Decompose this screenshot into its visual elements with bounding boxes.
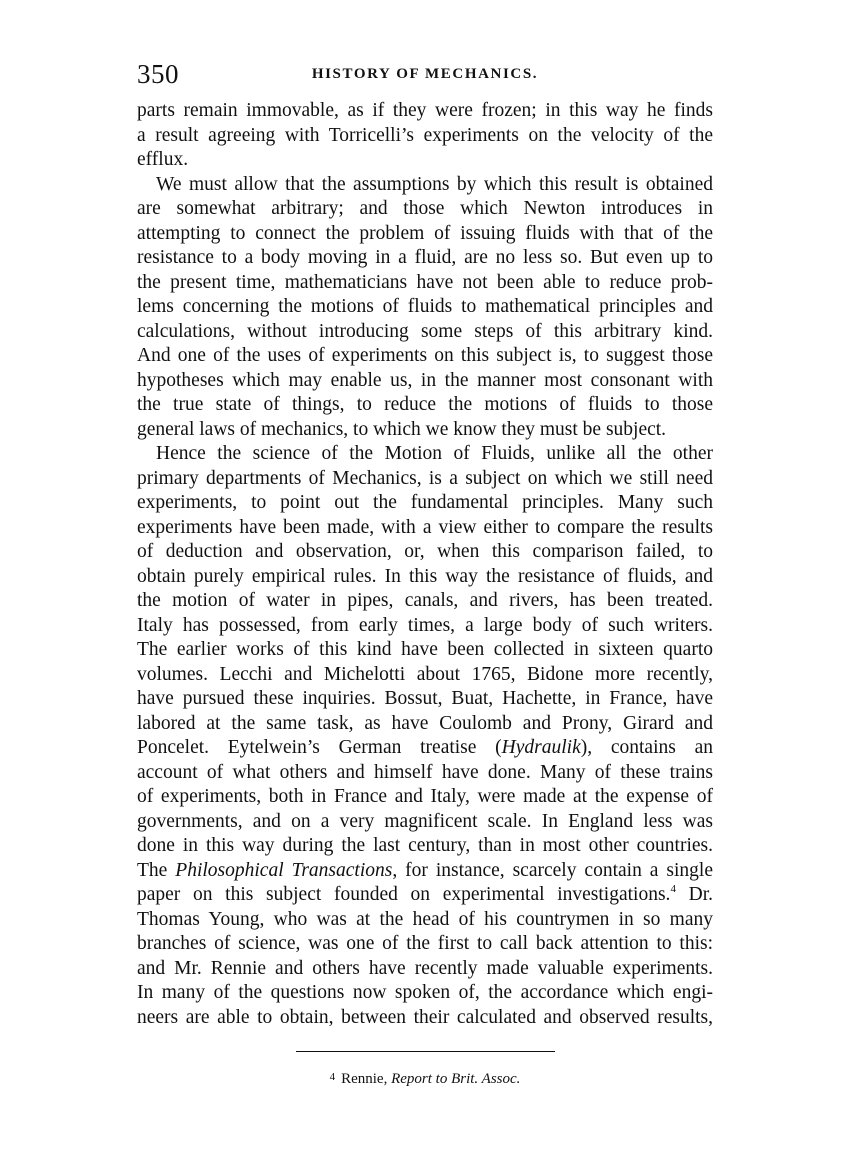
text-line: done in this way during the last century, than in most other countries. [137,835,713,856]
text-line: account of what others and himself have done. Many of these trains [137,761,713,783]
text-fragment: Dr. [675,884,714,905]
text-line [137,736,713,761]
text-line: obtain purely empirical rules. In this way the resistance of fluids, and [137,565,713,587]
italic-title-philosophical-transactions: Philosophical Transactions [175,859,393,881]
text-line: neers are able to obtain, between their calculated and observed results, [137,1006,713,1028]
text-line: a result agreeing with Torricelli’s experiments on the velocity of the [137,124,713,146]
text-line: of experiments, both in France and Italy, were made at the expense of [137,786,713,807]
footnote-italic-citation: Report to Brit. Assoc. [391,1071,521,1087]
footnote-mark: 4 [329,1071,336,1083]
text-line: general laws of mechanics, to which we know they must be subject. [137,418,667,440]
text-fragment: ), contains an [580,737,713,758]
text-line: of deduction and observation, or, when this comparison failed, to [137,541,713,562]
text-line [137,883,713,908]
text-line: resistance to a body moving in a fluid, are no less so. But even up to [137,247,713,268]
paragraph-1 [137,99,713,173]
footnote-text: Rennie, [341,1071,392,1087]
text-line: Hence the science of the Motion of Fluids, unlike all the other [156,443,713,464]
text-line: parts remain immovable, as if they were frozen; in this way he finds [137,100,713,121]
body-text [137,99,713,1030]
text-line: hypotheses which may enable us, in the manner most consonant with [137,369,713,391]
paragraph-3 [137,442,713,1030]
text-fragment: Poncelet. Eytelwein’s German treatise ( [137,737,502,758]
text-fragment: , for instance, scarcely contain a single [392,859,713,881]
text-line: branches of science, was one of the first to call back attention to this: [137,933,713,954]
text-line [137,859,713,884]
footnote-divider [296,1051,555,1052]
text-line: experiments, to point out the fundamental principles. Many such [137,492,713,513]
text-line: In many of the questions now spoken of, the accordance which engi- [137,982,713,1003]
text-line: are somewhat arbitrary; and those which Newton introduces in [137,198,713,219]
text-line: governments, and on a very magnificent scale. In England less was [137,810,713,832]
text-line: attempting to connect the problem of issuing fluids with that of the [137,222,713,244]
text-line: Thomas Young, who was at the head of his countrymen in so many [137,908,713,930]
running-title: HISTORY OF MECHANICS. [311,66,539,82]
text-line: labored at the same task, as have Coulomb and Prony, Girard and [137,712,713,734]
text-line: The earlier works of this kind have been collected in sixteen quarto [137,639,713,660]
text-line: experiments have been made, with a view either to compare the results [137,516,713,538]
paragraph-2 [137,173,713,443]
text-line: primary departments of Mechanics, is a subject on which we still need [137,467,713,489]
text-fragment: paper on this subject founded on experimental investigations. [137,884,671,905]
page-number: 350 [137,59,179,89]
text-line: volumes. Lecchi and Michelotti about 1765, Bidone more recently, [137,663,713,685]
text-line: and Mr. Rennie and others have recently made valuable experiments. [137,957,713,979]
text-line: the present time, mathematicians have not been able to reduce prob- [137,271,713,293]
text-line: lems concerning the motions of fluids to mathematical principles and [137,296,713,317]
italic-title-hydraulik: Hydraulik [501,737,581,758]
text-line: Italy has possessed, from early times, a large body of such writers. [137,614,713,636]
text-line: calculations, without introducing some steps of this arbitrary kind. [137,320,713,342]
text-fragment: The [137,859,176,881]
text-line: the true state of things, to reduce the motions of fluids to those [137,394,713,415]
text-line: the motion of water in pipes, canals, and rivers, has been treated. [137,590,713,611]
text-line: We must allow that the assumptions by which this result is obtained [156,173,713,195]
text-line: have pursued these inquiries. Bossut, Buat, Hachette, in France, have [137,688,713,709]
footnote [137,1066,713,1090]
text-line: And one of the uses of experiments on this subject is, to suggest those [137,345,713,366]
text-line: efflux. [137,149,189,170]
page-header [137,56,713,92]
footnote-reference: 4 [670,883,676,895]
